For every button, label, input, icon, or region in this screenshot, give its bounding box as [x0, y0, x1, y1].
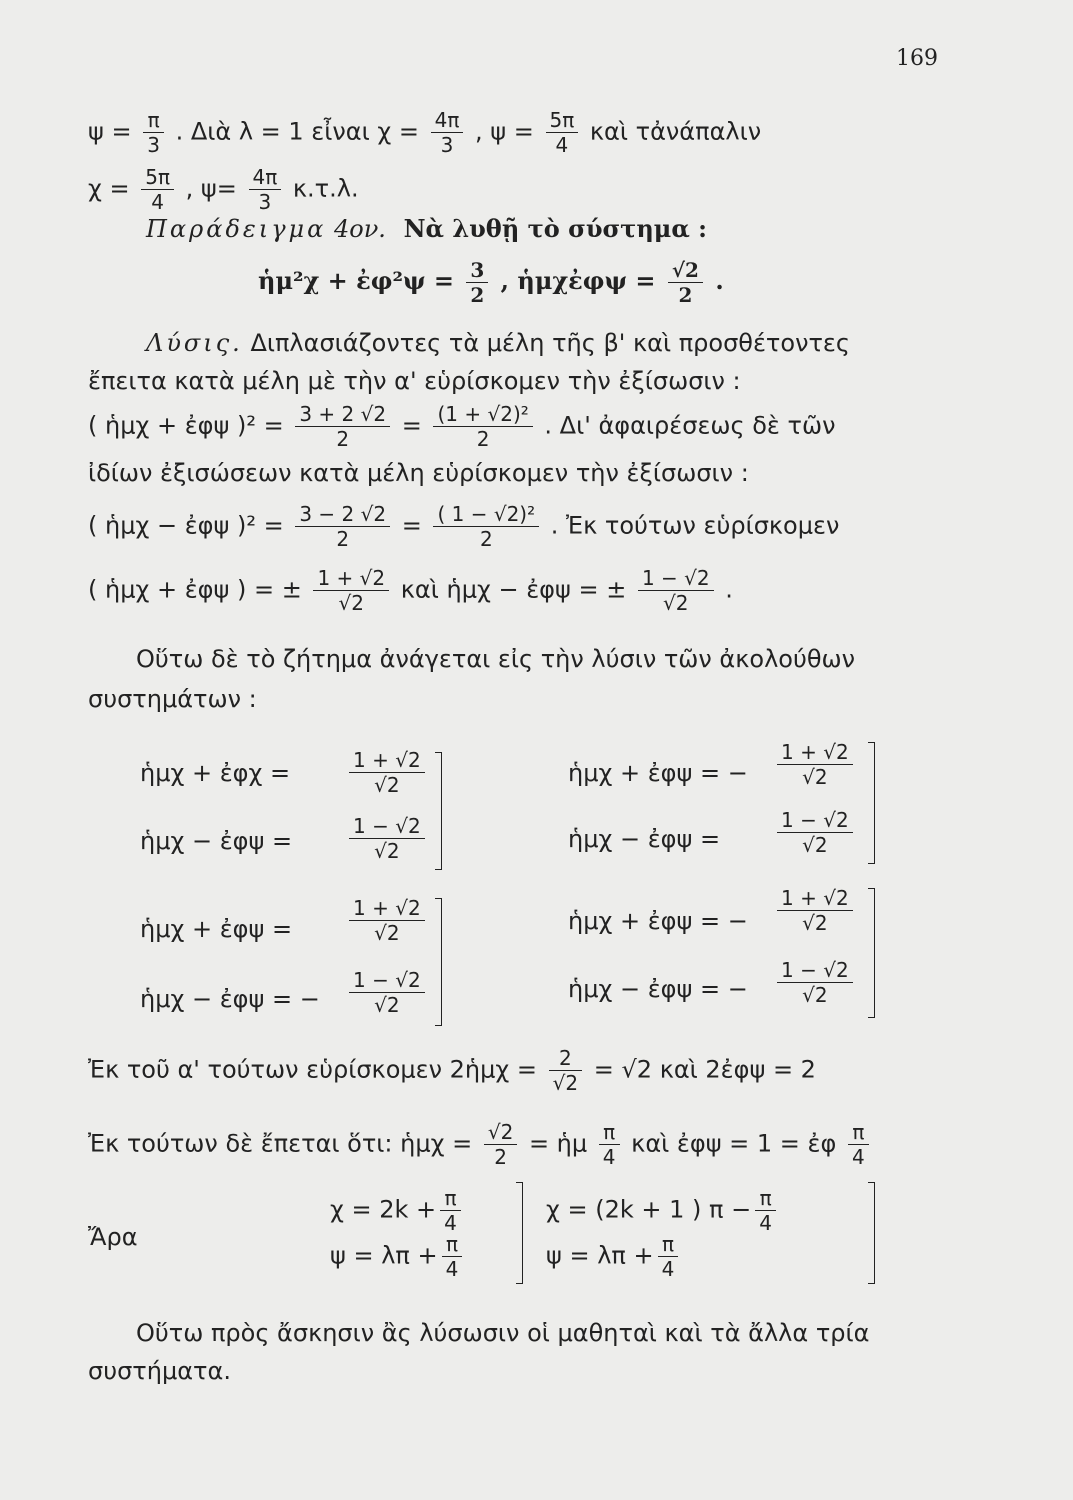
fraction: $\frac{\pi}{4}$	[599, 1120, 620, 1169]
fraction: $\frac{3 + 2 √2}{2}$	[295, 402, 390, 451]
fraction: $\frac{1 - √2}{√2}$	[349, 814, 425, 863]
fraction: $\frac{3}{2}$	[466, 258, 488, 307]
fraction: $\frac{√2}{2}$	[484, 1120, 517, 1169]
system-2: ἡμχ + ἐφψ = − $\frac{1 + √2}{√2}$ ἡμχ − ἐφψ = $\frac{1 - √2}{√2}$	[568, 740, 878, 870]
fraction: $\frac{\pi}{4}$	[848, 1120, 869, 1169]
fraction: $\frac{5\pi}{4}$	[141, 165, 174, 214]
system-bracket	[516, 1182, 523, 1284]
example-heading: Παράδειγμα 4ον. Νὰ λυθῇ τὸ σύστημα :	[146, 214, 708, 243]
fraction: $\frac{\pi}{4}$	[442, 1232, 463, 1281]
fraction: $\frac{1 - √2}{√2}$	[777, 808, 853, 857]
fraction: $\frac{1 - √2}{√2}$	[349, 968, 425, 1017]
fraction: $\frac{1 - √2}{√2}$	[777, 958, 853, 1007]
system-3: ἡμχ + ἐφψ = $\frac{1 + √2}{√2}$ ἡμχ − ἐφψ = − $\frac{1 - √2}{√2}$	[140, 896, 440, 1032]
equation-difference-squared: ( ἡμχ − ἐφψ )² = $\frac{3 - 2 √2}{2}$ = $\frac{\text{( 1 − √2)²}}{2}$ . Ἐκ τούτων εὑρίσκομεν	[88, 502, 840, 551]
fraction: $\frac{\pi}{4}$	[658, 1232, 679, 1281]
closing-line-2: συστήματα.	[88, 1357, 231, 1385]
fraction: $\frac{\pi}{3}$	[143, 108, 164, 157]
fraction: $\frac{\pi}{4}$	[755, 1186, 776, 1235]
fraction: $\frac{1 - √2}{√2}$	[638, 566, 714, 615]
solution-line-3: ἰδίων ἐξισώσεων κατὰ μέλη εὑρίσκομεν τὴν ἐξίσωσιν :	[88, 459, 749, 487]
fraction: $\frac{1 + √2}{√2}$	[349, 748, 425, 797]
solution-line-1: Λύσις. Διπλασιάζοντες τὰ μέλη τῆς β' καὶ προσθέτοντες	[146, 329, 850, 357]
solution-line-5: συστημάτων :	[88, 685, 257, 713]
line-chi-values: χ = $\frac{5\pi}{4}$ , ψ= $\frac{4\pi}{3}$ κ.τ.λ.	[88, 165, 359, 214]
fraction: $\frac{\text{(1 + √2)²}}{2}$	[433, 402, 532, 451]
ara-label: Ἄρα	[88, 1223, 138, 1251]
equation-follows: Ἐκ τούτων δὲ ἔπεται ὅτι: ἡμχ = $\frac{√2}{2}$ = ἡμ $\frac{\pi}{4}$ καὶ ἐφψ = 1 = ἐφ $\frac{\pi}{4}$	[88, 1120, 873, 1169]
fraction: $\frac{4\pi}{3}$	[431, 108, 464, 157]
fraction: $\frac{1 + √2}{√2}$	[777, 740, 853, 789]
equation-sum-squared: ( ἡμχ + ἐφψ )² = $\frac{3 + 2 √2}{2}$ = $\frac{\text{(1 + √2)²}}{2}$ . Δι' ἀφαιρέσεως δὲ τῶν	[88, 402, 836, 451]
fraction: $\frac{1 + √2}{√2}$	[349, 896, 425, 945]
solution-line-2: ἔπειτα κατὰ μέλη μὲ τὴν α' εὑρίσκομεν τὴν ἐξίσωσιν :	[88, 367, 741, 395]
fraction: $\frac{2}{√2}$	[549, 1046, 582, 1095]
system-1: ἡμχ + ἐφχ = $\frac{1 + √2}{√2}$ ἡμχ − ἐφψ = $\frac{1 - √2}{√2}$	[140, 748, 440, 878]
fraction: $\frac{1 + √2}{√2}$	[777, 886, 853, 935]
fraction: $\frac{√2}{2}$	[668, 258, 703, 307]
fraction: $\frac{\pi}{4}$	[440, 1186, 461, 1235]
fraction: $\frac{\text{( 1 − √2)²}}{2}$	[433, 502, 539, 551]
fraction: $\frac{3 - 2 √2}{2}$	[295, 502, 390, 551]
final-system-2: χ = (2k + 1 ) π − $\frac{\pi}{4}$ ψ = λπ + $\frac{\pi}{4}$	[546, 1176, 886, 1286]
system-bracket	[868, 742, 875, 864]
system-bracket	[868, 888, 875, 1018]
equation-from-first: Ἐκ τοῦ α' τούτων εὑρίσκομεν 2ἡμχ = $\frac{2}{√2}$ = √2 καὶ 2ἐφψ = 2	[88, 1046, 816, 1095]
system-bracket	[435, 752, 442, 870]
equation-plus-minus: ( ἡμχ + ἐφψ ) = ± $\frac{1 + √2}{√2}$ καὶ ἡμχ − ἐφψ = ± $\frac{1 - √2}{√2}$ .	[88, 566, 733, 615]
system-bracket	[435, 898, 442, 1026]
system-equation: ἡμ²χ + ἐφ²ψ = $\frac{3}{2}$ , ἡμχἐφψ = $\frac{√2}{2}$ .	[258, 258, 724, 307]
fraction: $\frac{4\pi}{3}$	[249, 165, 282, 214]
page-number: 169	[896, 46, 938, 71]
system-bracket	[868, 1182, 875, 1284]
system-4: ἡμχ + ἐφψ = − $\frac{1 + √2}{√2}$ ἡμχ − ἐφψ = − $\frac{1 - √2}{√2}$	[568, 886, 878, 1022]
line-psi-values: ψ = $\frac{\pi}{3}$ . Διὰ λ = 1 εἶναι χ = $\frac{4\pi}{3}$ , ψ = $\frac{5\pi}{4}$ καὶ τἀνάπαλιν	[88, 108, 762, 157]
fraction: $\frac{1 + √2}{√2}$	[313, 566, 389, 615]
final-system-1: χ = 2k + $\frac{\pi}{4}$ ψ = λπ + $\frac{\pi}{4}$	[330, 1176, 530, 1286]
fraction: $\frac{5\pi}{4}$	[546, 108, 579, 157]
solution-line-4: Οὕτω δὲ τὸ ζήτημα ἀνάγεται εἰς τὴν λύσιν τῶν ἀκολούθων	[136, 645, 856, 673]
closing-line-1: Οὕτω πρὸς ἄσκησιν ἂς λύσωσιν οἱ μαθηταὶ καὶ τὰ ἄλλα τρία	[136, 1319, 870, 1347]
